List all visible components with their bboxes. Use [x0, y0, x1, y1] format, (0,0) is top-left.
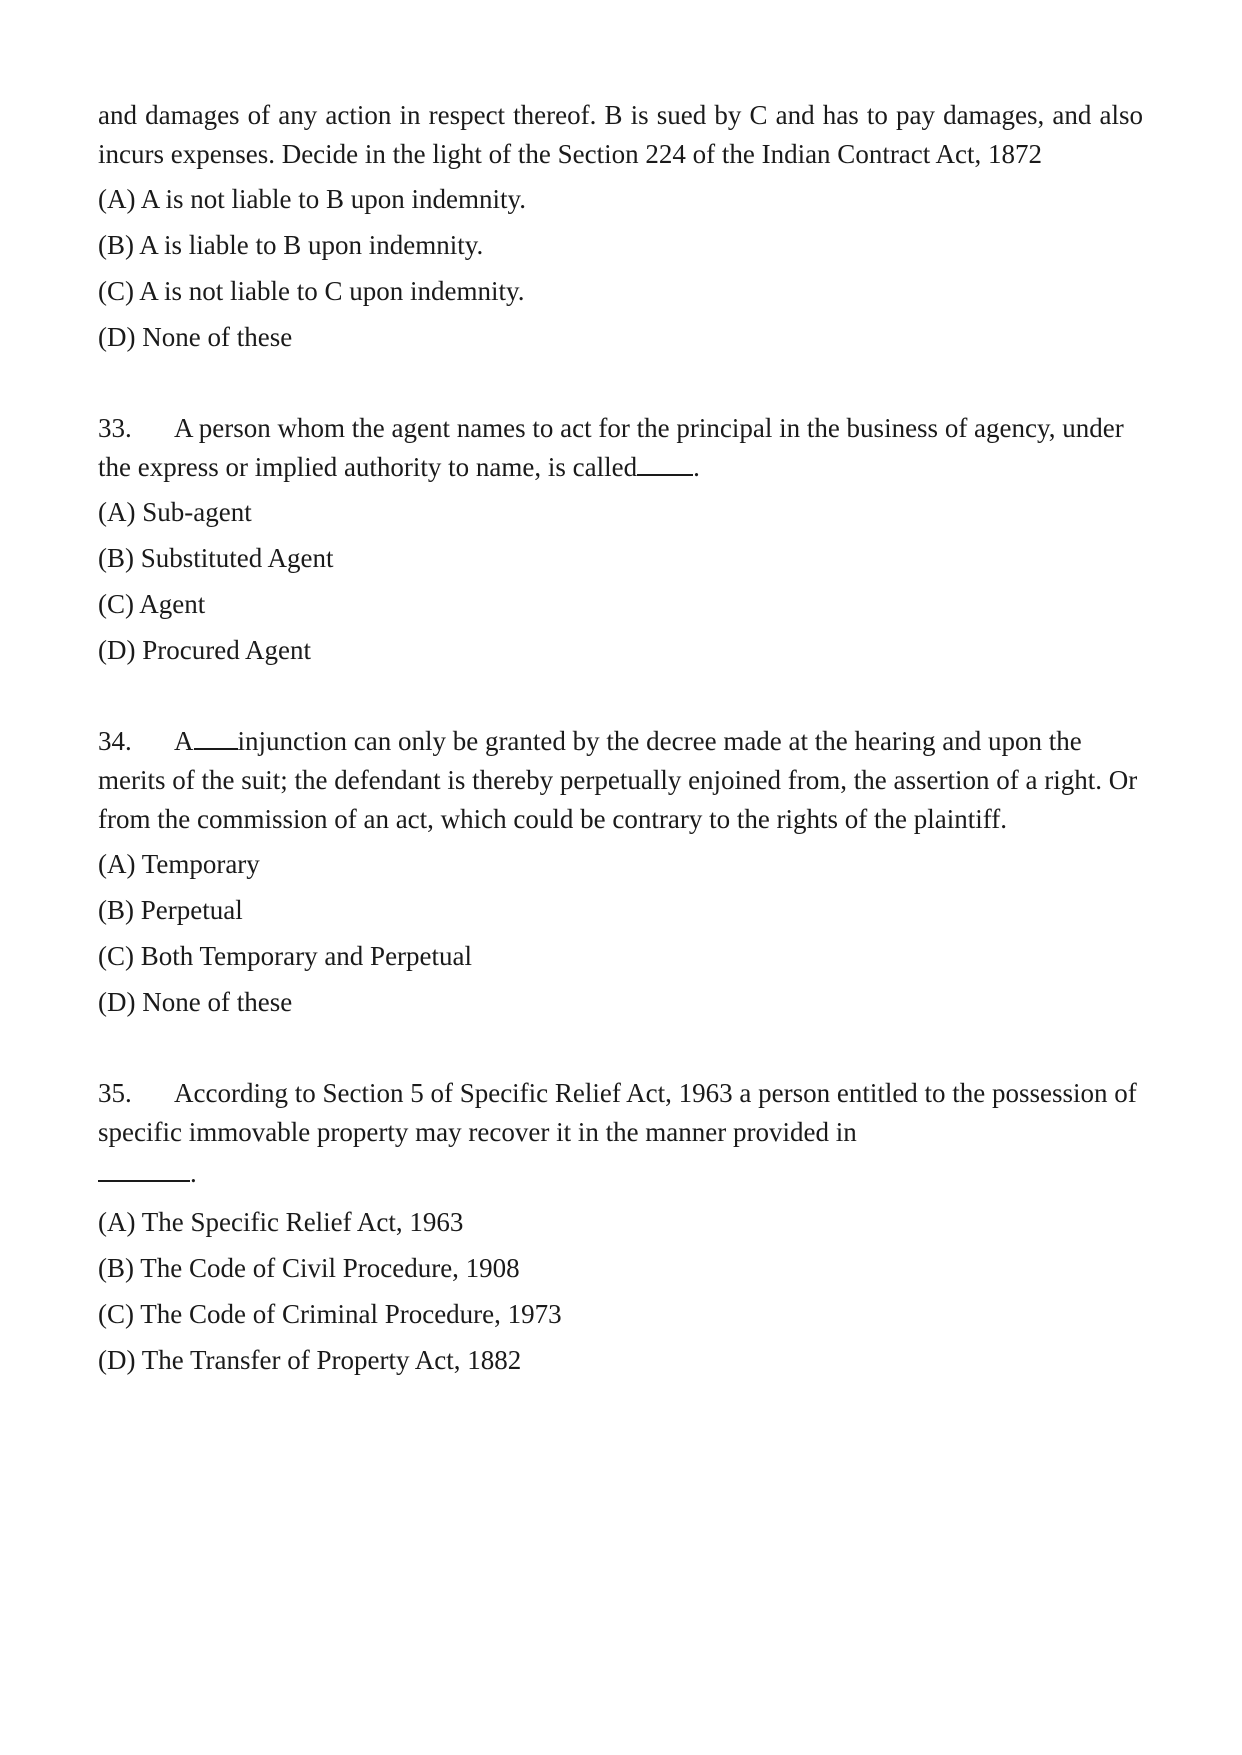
question-35-text-end: . — [190, 1158, 197, 1188]
q32-option-b: (B) A is liable to B upon indemnity. — [98, 230, 484, 260]
answer-blank — [98, 1156, 190, 1182]
answer-blank — [194, 724, 238, 750]
question-35-blank-line — [98, 1154, 1143, 1193]
question-33-number: 33. — [98, 413, 132, 443]
q33-option-b: (B) Substituted Agent — [98, 543, 334, 573]
question-34-text: injunction can only be granted by the decree made at the hearing and upon the merits of the suit; the defendant is thereby perpetually enjoined from, the assertion of a right. Or from the commission of an act, which could be contrary to the rights of the plaintiff. — [98, 726, 1138, 834]
q32-option-a: (A) A is not liable to B upon indemnity. — [98, 184, 526, 214]
question-33-text: A person whom the agent names to act for the principal in the business of agency, under the express or implied authority to name, is called — [98, 413, 1124, 482]
q35-option-a: (A) The Specific Relief Act, 1963 — [98, 1207, 464, 1237]
question-33-text-end: . — [693, 452, 700, 482]
exam-page — [98, 96, 1143, 1380]
q33-option-a: (A) Sub-agent — [98, 497, 252, 527]
question-35 — [98, 1074, 1143, 1152]
q35-option-d: (D) The Transfer of Property Act, 1882 — [98, 1345, 522, 1375]
q35-option-c: (C) The Code of Criminal Procedure, 1973 — [98, 1299, 562, 1329]
question-34-text-start: A — [174, 726, 194, 756]
question-33 — [98, 409, 1143, 487]
q33-option-c: (C) Agent — [98, 589, 206, 619]
answer-blank — [637, 450, 693, 476]
q34-option-a: (A) Temporary — [98, 849, 260, 879]
q35-option-b: (B) The Code of Civil Procedure, 1908 — [98, 1253, 520, 1283]
question-34-number: 34. — [98, 726, 132, 756]
question-35-number: 35. — [98, 1078, 132, 1108]
question-35-text: According to Section 5 of Specific Relief Act, 1963 a person entitled to the possession of specific immovable property may recover it in the manner provided in — [98, 1078, 1137, 1147]
q32-option-c: (C) A is not liable to C upon indemnity. — [98, 276, 525, 306]
question-32-continuation-text: and damages of any action in respect thereof. B is sued by C and has to pay damages, and also incurs expenses. Decide in the light of the Section 224 of the Indian Contract Act, 1872 — [98, 100, 1143, 169]
q33-option-d: (D) Procured Agent — [98, 635, 311, 665]
q34-option-d: (D) None of these — [98, 987, 293, 1017]
q34-option-c: (C) Both Temporary and Perpetual — [98, 941, 473, 971]
q34-option-b: (B) Perpetual — [98, 895, 243, 925]
question-34 — [98, 722, 1143, 839]
q32-option-d: (D) None of these — [98, 322, 293, 352]
